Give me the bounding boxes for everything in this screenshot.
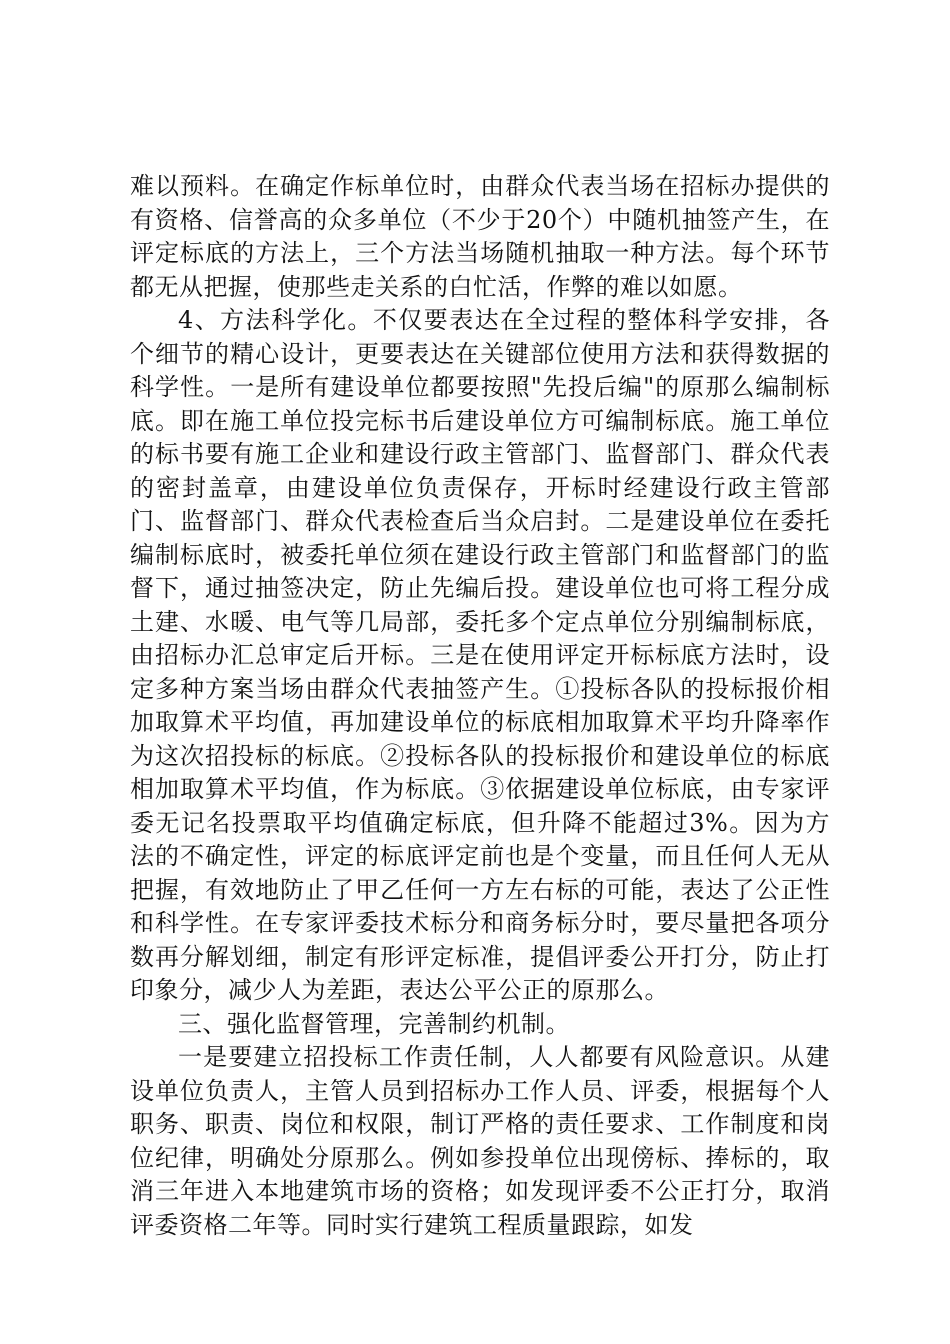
paragraph: 难以预料。在确定作标单位时，由群众代表当场在招标办提供的有资格、信誉高的众多单位（不少于20个）中随机抽签产生，在评定标底的方法上，三个方法当场随机抽取一种方法。每个环节都无从把握，使那些走关系的白忙活，作弊的难以如愿。 <box>130 172 830 301</box>
paragraph: 4、方法科学化。不仅要表达在全过程的整体科学安排，各个细节的精心设计，更要表达在关键部位使用方法和获得数据的科学性。一是所有建设单位都要按照"先投后编"的原那么编制标底。即在施工单位投完标书后建设单位方可编制标底。施工单位的标书要有施工企业和建设行政主管部门、监督部门、群众代表的密封盖章，由建设单位负责保存，开标时经建设行政主管部门、监督部门、群众代表检查后当众启封。二是建设单位在委托编制标底时，被委托单位须在建设行政主管部门和监督部门的监督下，通过抽签决定，防止先编后投。建设单位也可将工程分成土建、水暖、电气等几局部，委托多个定点单位分别编制标底，由招标办汇总审定后开标。三是在使用评定开标标底方法时，设定多种方案当场由群众代表抽签产生。①投标各队的投标报价相加取算术平均值，再加建设单位的标底相加取算术平均升降率作为这次招投标的标底。②投标各队的投标报价和建设单位的标底相加取算术平均值，作为标底。③依据建设单位标底，由专家评委无记名投票取平均值确定标底，但升降不能超过3%。因为方法的不确定性，评定的标底评定前也是个变量，而且任何人无从把握，有效地防止了甲乙任何一方左右标的可能，表达了公正性和科学性。在专家评委技术标分和商务标分时，要尽量把各项分数再分解划细，制定有形评定标准，提倡评委公开打分，防止打印象分，减少人为差距，表达公平公正的原那么。 <box>130 306 830 1004</box>
document-body <box>130 170 830 1242</box>
paragraph: 一是要建立招投标工作责任制，人人都要有风险意识。从建设单位负责人，主管人员到招标办工作人员、评委，根据每个人职务、职责、岗位和权限，制订严格的责任要求、工作制度和岗位纪律，明确处分原那么。例如参投单位出现傍标、捧标的，取消三年进入本地建筑市场的资格；如发现评委不公正打分，取消评委资格二年等。同时实行建筑工程质量跟踪，如发 <box>130 1043 830 1239</box>
section-heading: 三、强化监督管理，完善制约机制。 <box>178 1009 570 1038</box>
